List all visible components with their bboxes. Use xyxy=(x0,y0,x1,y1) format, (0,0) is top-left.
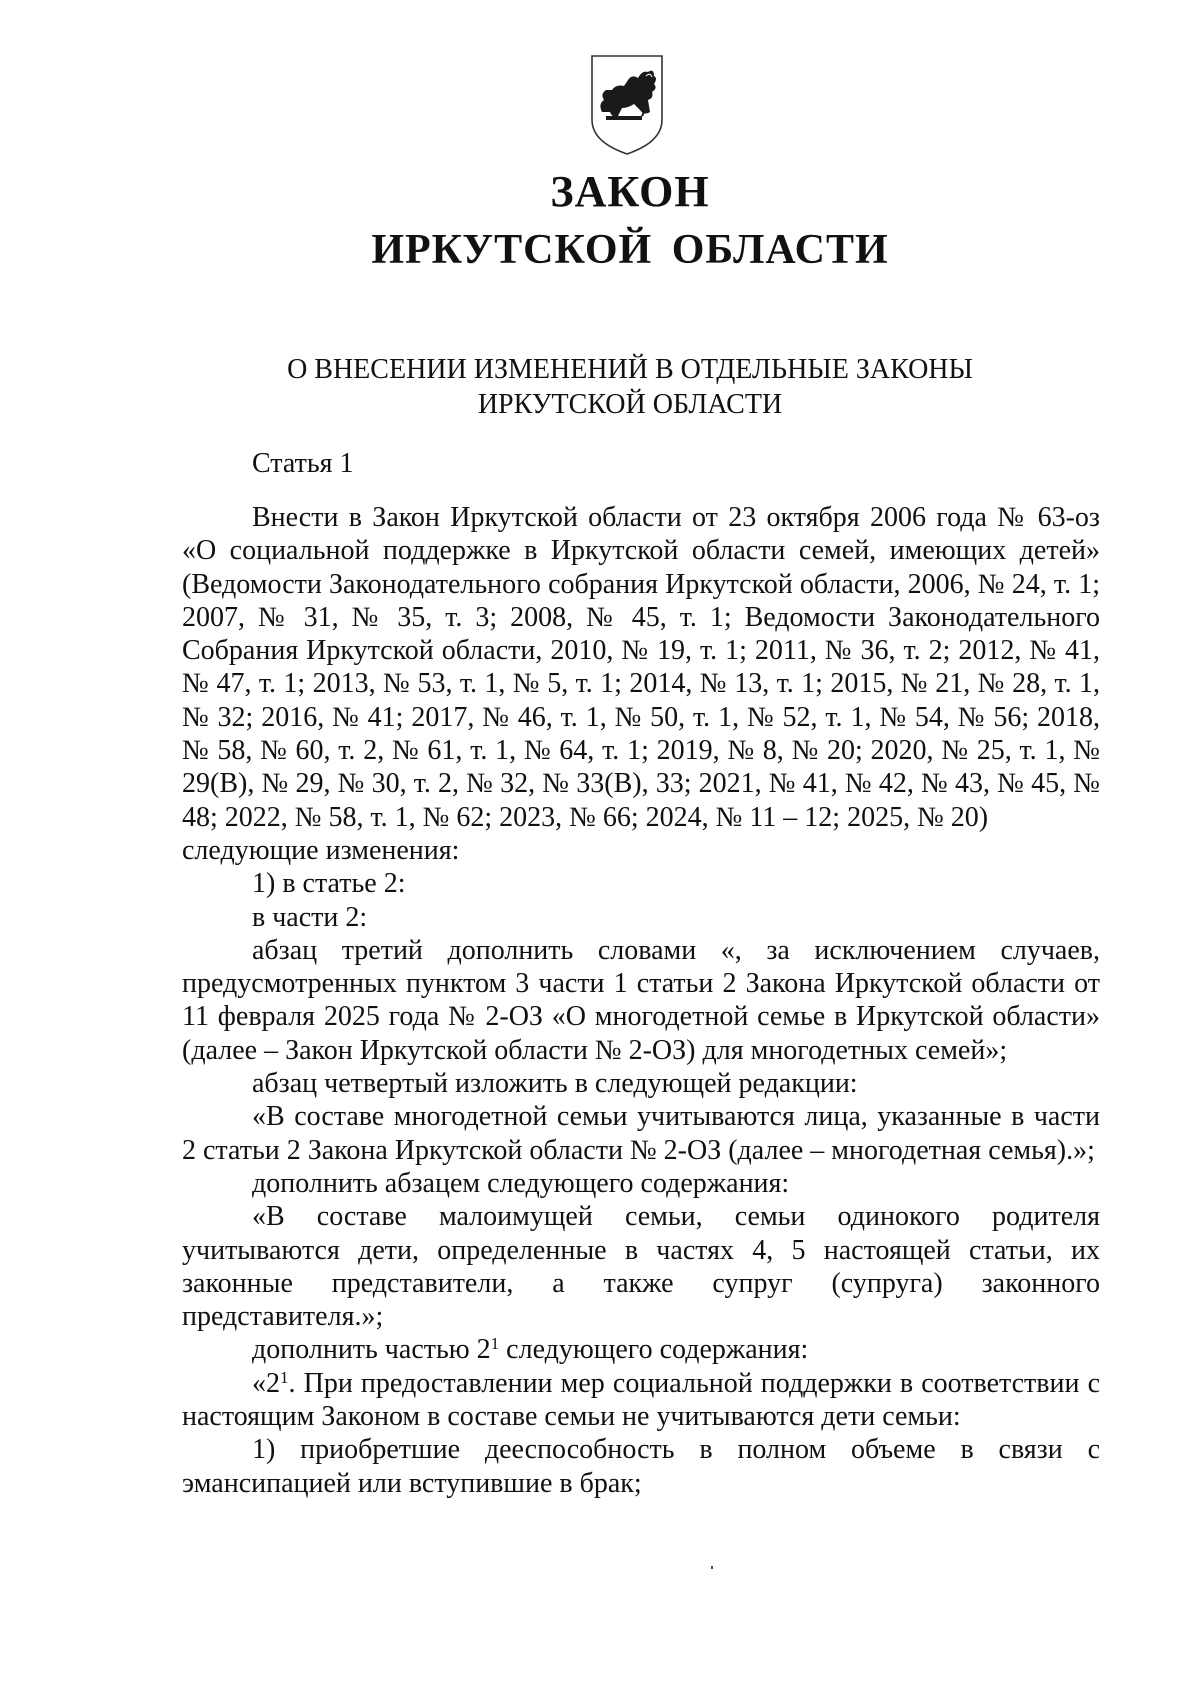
part-2-1-text: . При предоставлении мер социальной поддержки в соответствии с настоящим Законом в составе семьи не учитываются дети семьи: xyxy=(182,1367,1100,1433)
paragraph-item-1: 1) в статье 2: xyxy=(252,868,406,900)
paragraph-part-2: в части 2: xyxy=(252,901,368,933)
paragraph-subitem-1: 1) приобретшие дееспособность в полном объеме в связи с эмансипацией или вступившие в брак; xyxy=(182,1434,1100,1499)
paragraph-third-abzac: абзац третий дополнить словами «, за исключением случаев, предусмотренных пунктом 3 части 1 статьи 2 Закона Иркутской области от 11 февраля 2025 года № 2-ОЗ «О многодетной семье в Иркутской области» (далее – Закон Иркутской области № 2-ОЗ) для многодетных семей»; xyxy=(182,934,1100,1066)
article-body xyxy=(182,501,1100,1500)
law-subject-line-1: О ВНЕСЕНИИ ИЗМЕНЕНИЙ В ОТДЕЛЬНЫЕ ЗАКОНЫ xyxy=(287,354,973,385)
article-heading: Статья 1 xyxy=(252,448,354,479)
paragraph-add-abzac: дополнить абзацем следующего содержания: xyxy=(252,1167,790,1199)
paragraph-changes-label: следующие изменения: xyxy=(182,834,460,866)
law-title: ЗАКОН xyxy=(550,167,710,216)
part-2-1-number: «2 xyxy=(252,1367,280,1399)
paragraph-amendment-intro: Внести в Закон Иркутской области от 23 октября 2006 года № 63-оз «О социальной поддержке в Иркутской области семей, имеющих детей» (Ведомости Законодательного собрания Иркутской области, 2006, № 24, т. 1; 2007, № 31, № 35, т. 3; 2008, № 45, т. 1; Ведомости Законодательного Собрания Иркутской области, 2010, № 19, т. 1; 2011, № 36, т. 2; 2012, № 41, № 47, т. 1; 2013, № 53, т. 1, № 5, т. 1; 2014, № 13, т. 1; 2015, № 21, № 28, т. 1, № 32; 2016, № 41; 2017, № 46, т. 1, № 50, т. 1, № 52, т. 1, № 54, № 56; 2018, № 58, № 60, т. 2, № 61, т. 1, № 64, т. 1; 2019, № 8, № 20; 2020, № 25, т. 1, № 29(В), № 29, № 30, т. 2, № 32, № 33(В), 33; 2021, № 41, № 42, № 43, № 45, № 48; 2022, № 58, т. 1, № 62; 2023, № 66; 2024, № 11 – 12; 2025, № 20) xyxy=(182,502,1100,833)
irkutsk-coat-of-arms-icon xyxy=(588,50,666,158)
paragraph-fourth-abzac: абзац четвертый изложить в следующей редакции: xyxy=(252,1068,858,1100)
law-region-title: ИРКУТСКОЙ ОБЛАСТИ xyxy=(371,227,889,273)
add-part-text: дополнить частью 2 xyxy=(252,1334,491,1366)
paragraph-low-income-text: «В составе малоимущей семьи, семьи одинокого родителя учитываются дети, определенные в частях 4, 5 настоящей статьи, их законные представители, а также супруг (супруга) законного представителя.»; xyxy=(182,1201,1100,1333)
scan-speck xyxy=(711,1566,713,1569)
paragraph-part-2-1 xyxy=(182,1367,1100,1434)
paragraph-large-family-text: «В составе многодетной семьи учитываются лица, указанные в части 2 статьи 2 Закона Иркутской области № 2-ОЗ (далее – многодетная семья).»; xyxy=(182,1101,1100,1166)
superscript-index: 1 xyxy=(280,1367,289,1387)
superscript-index: 1 xyxy=(490,1334,500,1354)
paragraph-add-part xyxy=(182,1333,1100,1366)
add-part-text-cont: следующего содержания: xyxy=(499,1334,809,1366)
law-subject-line-2: ИРКУТСКОЙ ОБЛАСТИ xyxy=(477,389,783,420)
law-subject xyxy=(0,352,1200,422)
